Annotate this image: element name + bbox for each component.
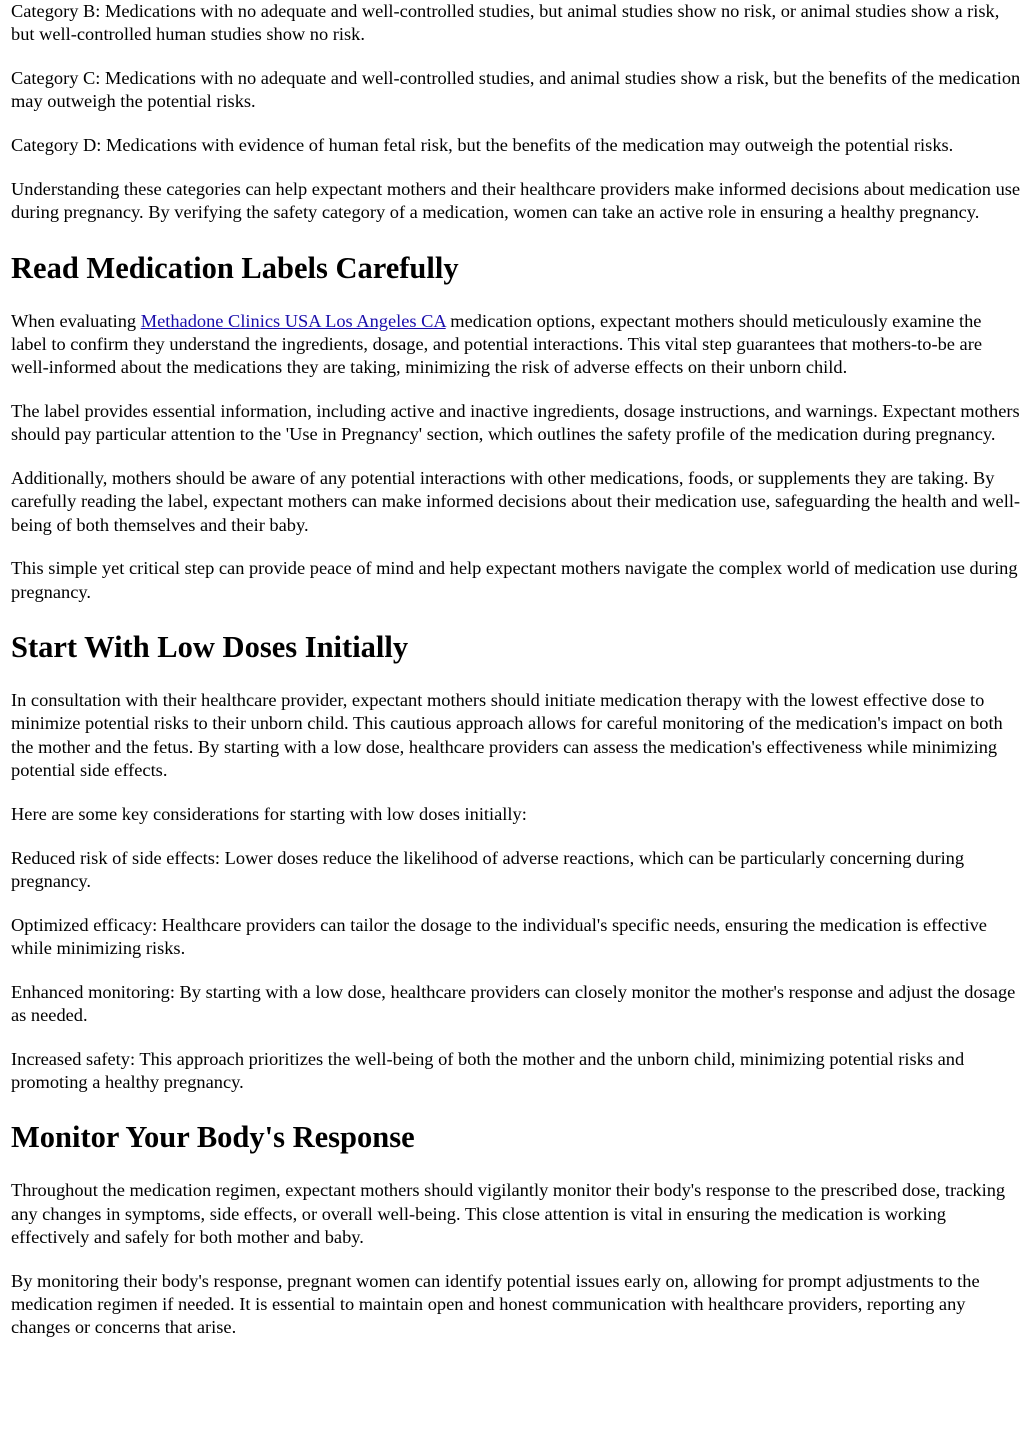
- heading-low-doses: Start With Low Doses Initially: [11, 630, 409, 665]
- methadone-clinics-link[interactable]: Methadone Clinics USA Los Angeles CA: [140, 310, 446, 331]
- labels-intro-paragraph: [11, 310, 1021, 380]
- category-c-paragraph: Category C: Medications with no adequate and well-controlled studies, and animal studies show a risk, but the benefits of the medication may outweigh the potential risks.: [11, 68, 1021, 112]
- category-d-paragraph: Category D: Medications with evidence of human fetal risk, but the benefits of the medication may outweigh the potential risks.: [11, 135, 954, 156]
- increased-safety-paragraph: Increased safety: This approach prioritizes the well-being of both the mother and the unborn child, minimizing potential risks and promoting a healthy pregnancy.: [11, 1048, 965, 1093]
- key-considerations-paragraph: Here are some key considerations for starting with low doses initially:: [11, 803, 527, 824]
- categories-summary-paragraph: Understanding these categories can help expectant mothers and their healthcare providers make informed decisions about medication use during pregnancy. By verifying the safety category of a medication, women can take an active role in ensuring a healthy pregnancy.: [11, 178, 1021, 223]
- monitor-intro-paragraph: Throughout the medication regimen, expectant mothers should vigilantly monitor their body's response to the prescribed dose, tracking any changes in symptoms, side effects, or overall well-being. This close attention is vital in ensuring the medication is working effectively and safely for both mother and baby.: [11, 1180, 1006, 1247]
- heading-read-labels: Read Medication Labels Carefully: [11, 250, 459, 285]
- labels-intro-text-before: When evaluating: [11, 310, 141, 331]
- reduced-risk-paragraph: Reduced risk of side effects: Lower doses reduce the likelihood of adverse reactions, which can be particularly concerning during pregnancy.: [11, 847, 965, 891]
- interactions-paragraph: Additionally, mothers should be aware of any potential interactions with other medications, foods, or supplements they are taking. By carefully reading the label, expectant mothers can make informed decisions about their medication use, safeguarding the health and well-being of both themselves and their baby.: [11, 468, 1021, 535]
- category-b-paragraph: Category B: Medications with no adequate and well-controlled studies, but animal studies show no risk, or animal studies show a risk, but well-controlled human studies show no risk.: [11, 1, 1000, 45]
- monitor-issues-paragraph: By monitoring their body's response, pregnant women can identify potential issues early on, allowing for prompt adjustments to the medication regimen if needed. It is essential to maintain open and honest communication with healthcare providers, reporting any changes or concerns that arise.: [11, 1270, 980, 1338]
- heading-monitor-response: Monitor Your Body's Response: [11, 1120, 415, 1155]
- low-dose-intro-paragraph: In consultation with their healthcare provider, expectant mothers should initiate medication therapy with the lowest effective dose to minimize potential risks to their unborn child. This cautious approach allows for careful monitoring of the medication's impact on both the mother and the fetus. By starting with a low dose, healthcare providers can assess the medication's effectiveness while minimizing potential side effects.: [11, 690, 1003, 780]
- peace-of-mind-paragraph: This simple yet critical step can provide peace of mind and help expectant mothers navigate the complex world of medication use during pregnancy.: [11, 558, 1018, 602]
- labels-intro-text-after: medication options, expectant mothers should meticulously examine the label to confirm they understand the ingredients, dosage, and potential interactions. This vital step guarantees that mothers-to-be are well-informed about the medications they are taking, minimizing the risk of adverse effects on their unborn child.: [11, 310, 983, 378]
- enhanced-monitoring-paragraph: Enhanced monitoring: By starting with a low dose, healthcare providers can closely monitor the mother's response and adjust the dosage as needed.: [11, 981, 1016, 1026]
- label-info-paragraph: The label provides essential information, including active and inactive ingredients, dosage instructions, and warnings. Expectant mothers should pay particular attention to the 'Use in Pregnancy' section, which outlines the safety profile of the medication during pregnancy.: [11, 400, 1020, 445]
- optimized-efficacy-paragraph: Optimized efficacy: Healthcare providers can tailor the dosage to the individual's specific needs, ensuring the medication is effective while minimizing risks.: [11, 914, 987, 958]
